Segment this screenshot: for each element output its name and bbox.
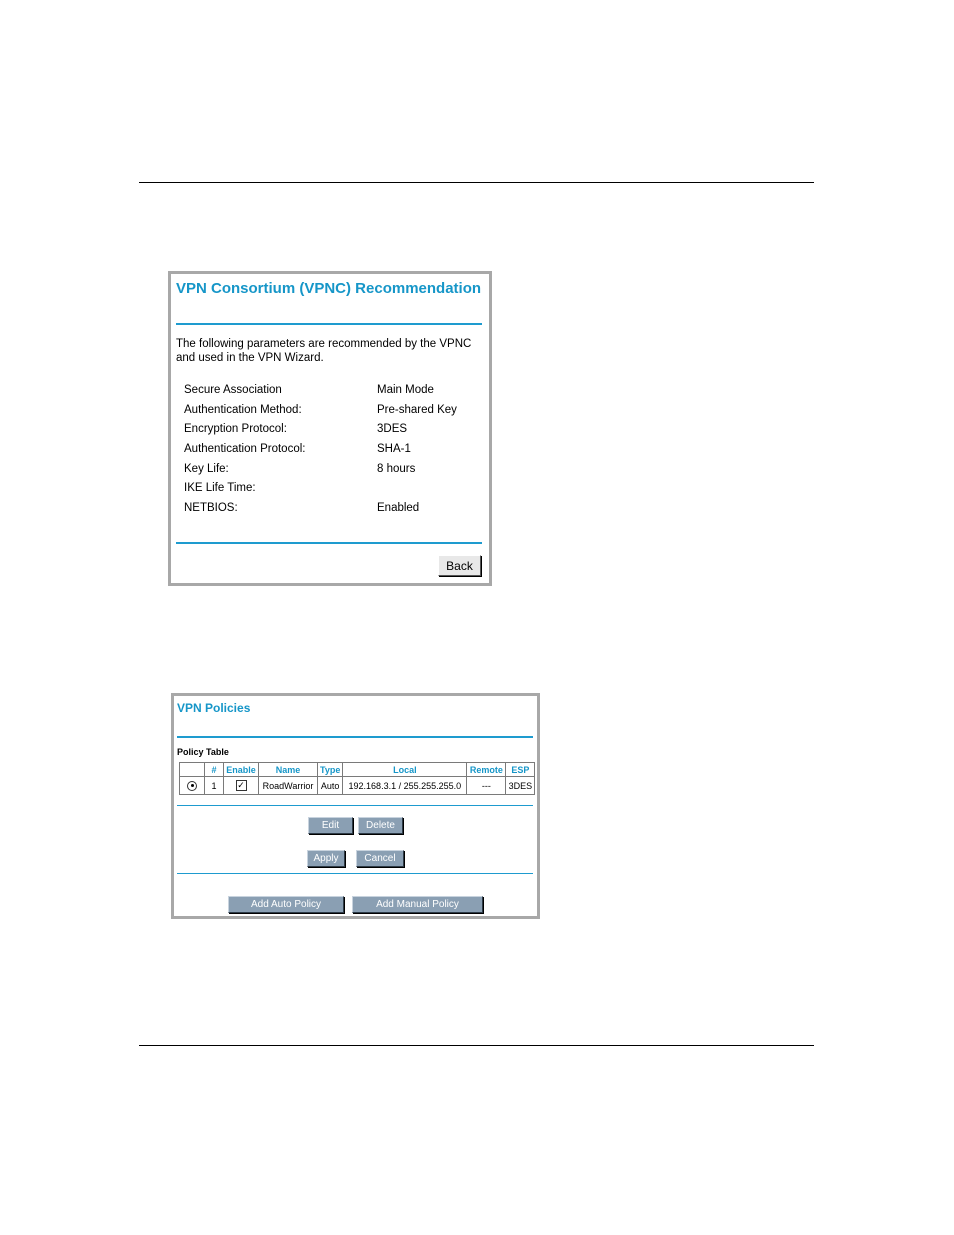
param-label: Secure Association (184, 384, 282, 396)
param-label: IKE Life Time: (184, 482, 256, 495)
local-cell: 192.168.3.1 / 255.255.255.0 (343, 777, 467, 795)
param-value: 8 hours (377, 462, 416, 475)
column-header-type: Type (318, 763, 343, 777)
enable-cell (224, 777, 259, 795)
column-header-esp: ESP (506, 763, 535, 777)
param-label: Authentication Method: (184, 403, 302, 416)
param-row (184, 482, 484, 502)
param-label: Authentication Protocol: (184, 443, 306, 456)
param-label: Key Life: (184, 462, 229, 475)
back-button[interactable]: Back (438, 555, 481, 576)
esp-cell: 3DES (506, 777, 535, 795)
add-manual-policy-button[interactable]: Add Manual Policy (352, 896, 483, 913)
edit-button[interactable]: Edit (308, 817, 353, 834)
parameter-list (184, 384, 484, 522)
param-value: Main Mode (377, 384, 434, 396)
cancel-button[interactable]: Cancel (356, 850, 404, 867)
column-header-name: Name (259, 763, 318, 777)
policy-table (179, 762, 535, 795)
footer-rule (139, 1045, 814, 1046)
table-divider (177, 805, 533, 806)
vpnc-recommendation-window (168, 271, 492, 586)
intro-text: The following parameters are recommended by the VPNC and used in the VPN Wizard. (176, 338, 472, 364)
param-row (184, 443, 484, 463)
param-value: 3DES (377, 423, 408, 436)
column-header-local: Local (343, 763, 467, 777)
remote-cell: --- (467, 777, 506, 795)
footer-divider (176, 542, 482, 544)
title-divider (176, 323, 482, 325)
title-divider (177, 736, 533, 738)
select-cell (180, 777, 205, 795)
policy-select-radio[interactable] (187, 781, 197, 791)
param-row (184, 502, 484, 522)
table-row (180, 777, 535, 795)
page-title: VPN Consortium (VPNC) Recommendation (176, 280, 482, 297)
page-title: VPN Policies (177, 701, 251, 715)
param-value: Pre-shared Key (377, 403, 457, 416)
number-cell: 1 (205, 777, 224, 795)
add-auto-policy-button[interactable]: Add Auto Policy (228, 896, 344, 913)
param-label: NETBIOS: (184, 502, 238, 515)
column-header-remote: Remote (467, 763, 506, 777)
column-header-enable: Enable (224, 763, 259, 777)
table-header-row (180, 763, 535, 777)
buttons-divider (177, 873, 533, 874)
column-header-select (180, 763, 205, 777)
param-row (184, 423, 484, 443)
delete-button[interactable]: Delete (358, 817, 403, 834)
policy-enable-checkbox[interactable]: ✓ (237, 780, 245, 791)
type-cell: Auto (318, 777, 343, 795)
policy-table-label: Policy Table (177, 747, 229, 757)
header-rule (139, 182, 814, 183)
param-label: Encryption Protocol: (184, 423, 287, 436)
param-row (184, 463, 484, 483)
name-cell: RoadWarrior (259, 777, 318, 795)
param-value: SHA-1 (377, 443, 411, 456)
param-row (184, 384, 484, 404)
param-value: Enabled (377, 502, 420, 515)
param-row (184, 404, 484, 424)
column-header-number: # (205, 763, 224, 777)
apply-button[interactable]: Apply (307, 850, 345, 867)
vpn-policies-window (171, 693, 540, 919)
